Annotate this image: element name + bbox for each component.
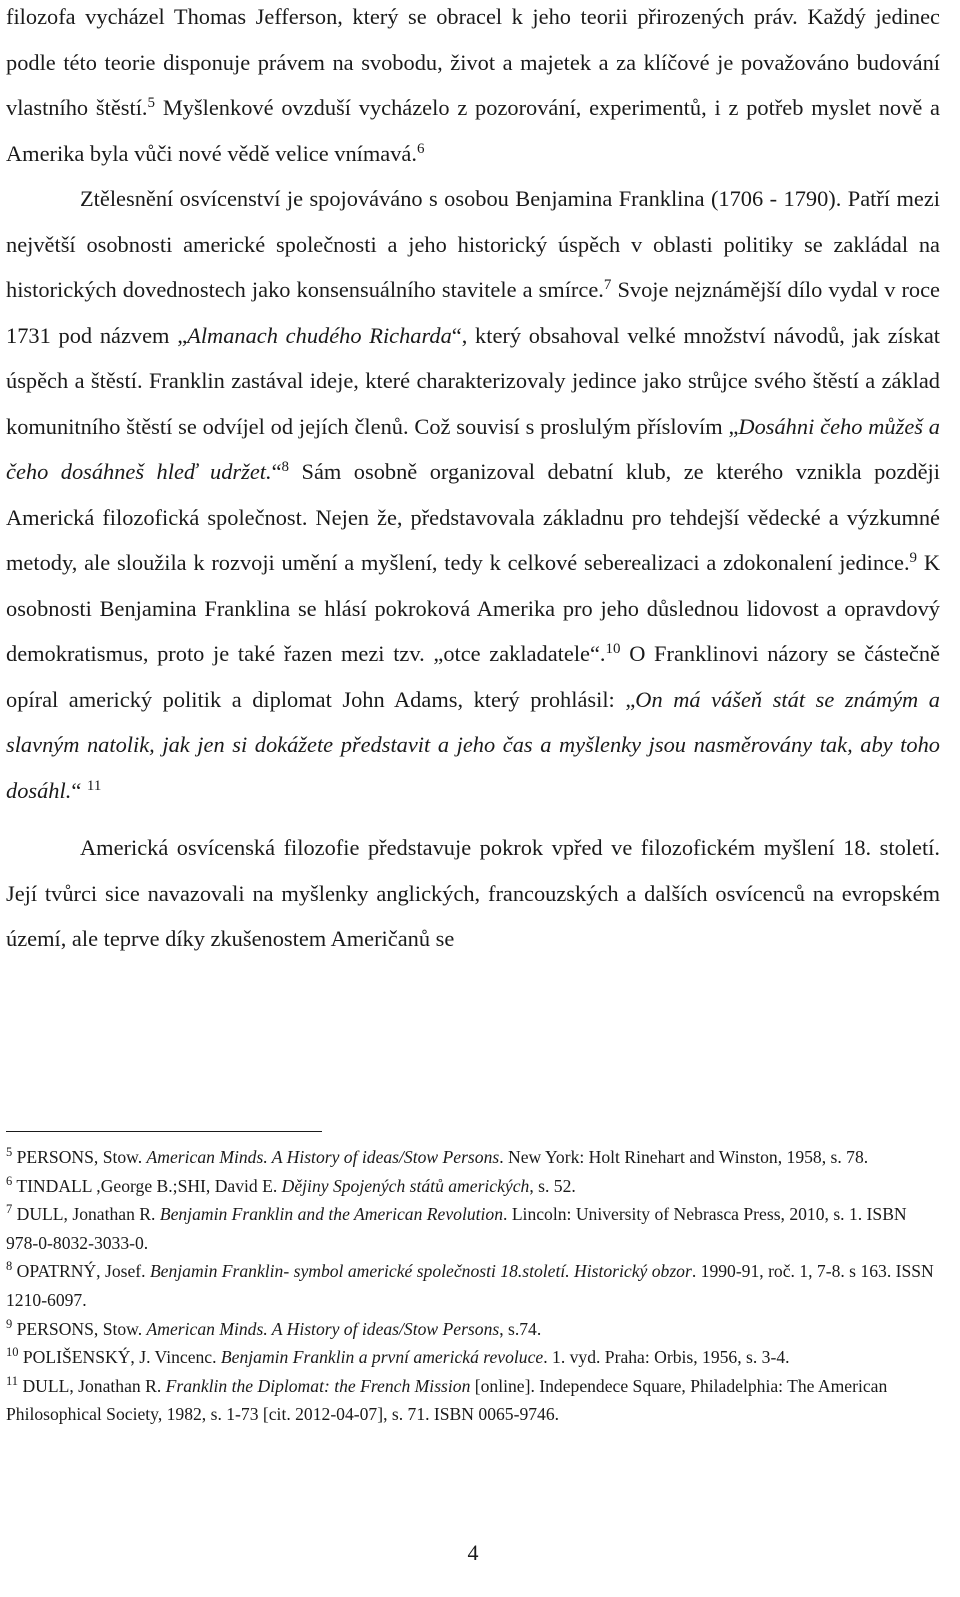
text-run: Myšlenkové ovzduší vycházelo z pozorování, experimentů, i z potřeb myslet nově a Amerika byla vůči nové vědě velice vnímavá. bbox=[6, 95, 940, 166]
footnote-number: 5 bbox=[6, 1145, 13, 1160]
italic-text: Dosáhni čeho můžeš a čeho dosáhneš hleď udržet. bbox=[6, 413, 940, 484]
page-number: 4 bbox=[467, 1540, 479, 1565]
text-run: DULL, Jonathan R. bbox=[12, 1204, 160, 1225]
text-run: PERSONS, Stow. bbox=[12, 1318, 147, 1339]
footnote bbox=[6, 1143, 940, 1172]
footnote bbox=[6, 1257, 940, 1314]
italic-text: American Minds. A History of ideas/Stow Persons bbox=[146, 1318, 500, 1339]
footnote-reference: 9 bbox=[909, 549, 918, 566]
text-run: Americká osvícenská filozofie představuje pokrok vpřed ve filozofickém myšlení 18. století. Její tvůrci sice navazovali na myšlenky anglických, francouzských a dalších osvícenců na evropském území, ale teprve díky zkušenostem Američanů se bbox=[6, 835, 940, 951]
italic-text: Almanach chudého Richarda bbox=[187, 322, 452, 348]
text-run: OPATRNÝ, Josef. bbox=[12, 1261, 150, 1282]
italic-text: Franklin the Diplomat: the French Mission bbox=[165, 1375, 471, 1396]
italic-text: Dějiny Spojených států amerických bbox=[281, 1175, 530, 1196]
text-run: “ bbox=[71, 777, 87, 803]
text-run: TINDALL ,George B.;SHI, David E. bbox=[12, 1175, 282, 1196]
footnote-reference: 6 bbox=[416, 140, 425, 157]
text-run: K osobnosti Benjamina Franklina se hlásí pokroková Amerika pro jeho důslednou lidovost a opravdový demokratismus, proto je také řazen mezi tzv. „otce zakladatele“. bbox=[6, 550, 940, 666]
body-text bbox=[6, 0, 940, 962]
document-page bbox=[6, 0, 940, 1565]
footnote bbox=[6, 1372, 940, 1429]
footnotes bbox=[6, 1143, 940, 1429]
text-run: Svoje nejznámější dílo vydal v roce 1731 pod názvem „ bbox=[6, 277, 940, 348]
italic-text: Benjamin Franklin and the American Revolution bbox=[159, 1204, 504, 1225]
footnote-text bbox=[6, 1261, 934, 1310]
footnote-text bbox=[6, 1373, 888, 1425]
footnote bbox=[6, 1200, 940, 1257]
footnote-number: 9 bbox=[6, 1316, 13, 1331]
footnote-number: 6 bbox=[6, 1173, 13, 1188]
italic-text: Benjamin Franklin a první americká revoluce bbox=[220, 1347, 544, 1368]
text-run: POLIŠENSKÝ, J. Vincenc. bbox=[18, 1347, 221, 1368]
footnote-reference: 8 bbox=[281, 458, 290, 475]
italic-text: American Minds. A History of ideas/Stow Persons bbox=[146, 1147, 500, 1167]
footnote bbox=[6, 1315, 940, 1344]
footnote-number: 7 bbox=[6, 1202, 13, 1217]
footnote-text bbox=[6, 1204, 907, 1253]
footnote bbox=[6, 1172, 940, 1201]
footnote-text bbox=[12, 1319, 541, 1339]
text-run: , s. 52. bbox=[529, 1175, 576, 1196]
text-run: . New York: Holt Rinehart and Winston, 1958, s. 78. bbox=[499, 1147, 869, 1167]
text-run: filozofa vycházel Thomas Jefferson, který se obracel k jeho teorii přirozených práv. Každý jedinec podle této teorie disponuje právem na svobodu, život a majetek a za klíčové je považováno budování vlastního štěstí. bbox=[6, 4, 940, 120]
text-run: . 1990-91, roč. 1, 7-8. s 163. ISSN 1210-6097. bbox=[6, 1261, 934, 1310]
footnote-number: 8 bbox=[6, 1259, 13, 1274]
italic-text: Benjamin Franklin- symbol americké společnosti 18.století. Historický obzor bbox=[149, 1261, 692, 1282]
footnote-number: 10 bbox=[6, 1345, 19, 1360]
footnote-text bbox=[12, 1176, 576, 1196]
paragraph bbox=[6, 825, 940, 962]
footnote-reference: 5 bbox=[147, 94, 156, 111]
paragraph bbox=[6, 176, 940, 813]
text-run: DULL, Jonathan R. bbox=[18, 1375, 166, 1396]
text-run: Ztělesnění osvícenství je spojováváno s osobou Benjamina Franklina (1706 - 1790). Patří mezi největší osobnosti americké společnosti a jeho historický úspěch v oblasti politiky se zakládal na historických dovednostech jako konsensuálního stavitele a smírce. bbox=[6, 186, 940, 302]
paragraph bbox=[6, 0, 940, 176]
footnote-reference: 11 bbox=[86, 777, 102, 794]
text-run: [online]. Independece Square, Philadelphia: The American Philosophical Society, 1982, s. 1-73 [cit. 2012-04-07], s. 71. ISBN 0065-9746. bbox=[6, 1375, 888, 1425]
footnote-text bbox=[19, 1347, 790, 1367]
text-run: . Lincoln: University of Nebrasca Press, 2010, s. 1. ISBN 978-0-8032-3033-0. bbox=[6, 1204, 907, 1253]
text-run: Sám osobně organizoval debatní klub, ze kterého vznikla později Americká filozofická společnost. Nejen že, představovala základnu pro tehdejší vědecké a výzkumné metody, ale sloužila k rozvoji umění a myšlení, tedy k celkové seberealizaci a zdokonalení jedince. bbox=[6, 459, 940, 575]
text-run: “, který obsahoval velké množství návodů, jak získat úspěch a štěstí. Franklin zastával ideje, které charakterizovaly jedince jako strůjce svého štěstí a základ komunitního štěstí se odvíjel od jejích členů. Což souvisí s proslulým příslovím „ bbox=[6, 322, 940, 439]
footnote-reference: 7 bbox=[603, 276, 612, 293]
text-run: O Franklinovi názory se částečně opíral americký politik a diplomat John Adams, který prohlásil: „ bbox=[6, 641, 940, 712]
footnote-text bbox=[12, 1147, 868, 1167]
italic-text: On má vášeň stát se známým a slavným natolik, jak jen si dokážete představit a jeho čas a myšlenky jsou nasměrovány tak, aby toho dosáhl. bbox=[6, 686, 940, 803]
footnote-reference: 10 bbox=[605, 640, 621, 657]
footnote bbox=[6, 1343, 940, 1372]
text-run: , s.74. bbox=[499, 1318, 542, 1339]
footnote-number: 11 bbox=[6, 1373, 19, 1388]
text-run: . 1. vyd. Praha: Orbis, 1956, s. 3-4. bbox=[543, 1347, 790, 1368]
text-run: “ bbox=[271, 459, 282, 484]
footnote-separator bbox=[6, 1131, 322, 1132]
text-run: PERSONS, Stow. bbox=[12, 1147, 147, 1167]
